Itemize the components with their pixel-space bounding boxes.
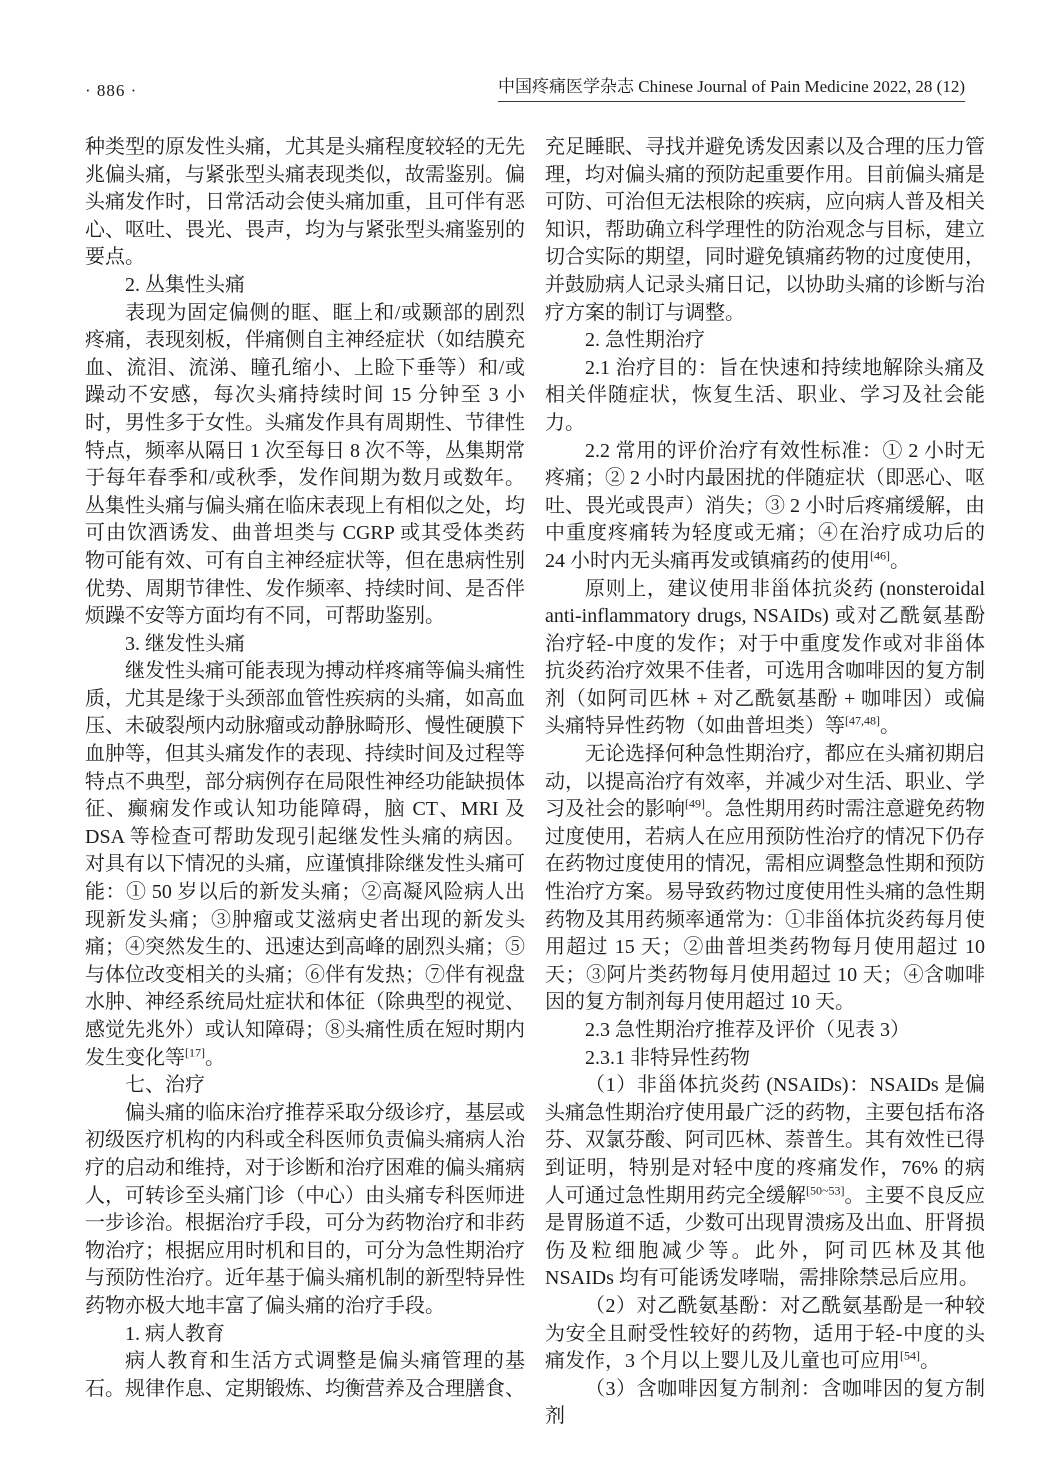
citation-reference: [54] — [900, 1348, 920, 1363]
paragraph: 种类型的原发性头痛，尤其是头痛程度较轻的无先兆偏头痛，与紧张型头痛表现类似，故需鉴别。偏头痛发作时，日常活动会使头痛加重，且可伴有恶心、呕吐、畏光、畏声，均为与紧张型头痛鉴别的要点。 — [85, 136, 525, 269]
paragraph: 2.2 常用的评价治疗有效性标准：① 2 小时无疼痛；② 2 小时内最困扰的伴随症状（即恶心、呕吐、畏光或畏声）消失；③ 2 小时后疼痛缓解，由中重度疼痛转为轻度或无痛；④在治疗成功后的 24 小时内无头痛再发或镇痛药的使用[46]。 — [545, 439, 985, 572]
section-heading: 2. 丛集性头痛 — [125, 273, 245, 296]
article-columns — [85, 134, 986, 1431]
section-heading: 2. 急性期治疗 — [585, 329, 705, 352]
page-header — [85, 76, 965, 102]
page-number: · 886 · — [85, 81, 138, 100]
paragraph: 2.1 治疗目的：旨在快速和持续地解除头痛及相关伴随症状，恢复生活、职业、学习及社会能力。 — [545, 356, 985, 434]
paragraph: （2）对乙酰氨基酚：对乙酰氨基酚是一种较为安全且耐受性较好的药物，适用于轻-中度的头痛发作，3 个月以上婴儿及儿童也可应用[54]。 — [545, 1294, 985, 1373]
citation-reference: [47,48] — [845, 713, 880, 728]
citation-reference: [17] — [185, 1044, 205, 1059]
paragraph: 充足睡眠、寻找并避免诱发因素以及合理的压力管理，均对偏头痛的预防起重要作用。目前偏头痛是可防、可治但无法根除的疾病，应向病人普及相关知识，帮助确立科学理性的防治观念与目标，建立切合实际的期望，同时避免镇痛药物的过度使用，并鼓励病人记录头痛日记，以协助头痛的诊断与治疗方案的制订与调整。 — [545, 136, 985, 324]
paragraph: （3）含咖啡因复方制剂：含咖啡因的复方制剂 — [545, 1377, 985, 1428]
citation-reference: [46] — [870, 548, 890, 563]
journal-title: 中国疼痛医学杂志 Chinese Journal of Pain Medicine 2022, 28 (12) — [498, 76, 965, 102]
paragraph: 表现为固定偏侧的眶、眶上和/或颞部的剧烈疼痛，表现刻板，伴痛侧自主神经症状（如结膜充血、流泪、流涕、瞳孔缩小、上睑下垂等）和/或躁动不安感，每次头痛持续时间 15 分钟至 3 小时，男性多于女性。头痛发作具有周期性、节律性特点，频率从隔日 1 次至每日 8 次不等，丛集期常于每年春季和/或秋季，发作间期为数月或数年。丛集性头痛与偏头痛在临床表现上有相似之处，均可由饮酒诱发、曲普坦类与 CGRP 或其受体类药物可能有效、可有自主神经症状等，但在患病性别优势、周期节律性、发作频率、持续时间、是否伴烦躁不安等方面均有不同，可帮助鉴别。 — [85, 301, 525, 628]
left-column — [85, 134, 525, 1431]
section-heading: 2.3.1 非特异性药物 — [585, 1046, 750, 1069]
paragraph: 继发性头痛可能表现为搏动样疼痛等偏头痛性质，尤其是缘于头颈部血管性疾病的头痛，如高血压、未破裂颅内动脉瘤或动静脉畸形、慢性硬膜下血肿等，但其头痛发作的表现、持续时间及过程等特点不典型，部分病例存在局限性神经功能缺损体征、癫痫发作或认知功能障碍，脑 CT、MRI 及 DSA 等检查可帮助发现引起继发性头痛的病因。对具有以下情况的头痛，应谨慎排除继发性头痛可能：① 50 岁以后的新发头痛；②高凝风险病人出现新发头痛；③肿瘤或艾滋病史者出现的新发头痛；④突然发生的、迅速达到高峰的剧烈头痛；⑤与体位改变相关的头痛；⑥伴有发热；⑦伴有视盘水肿、神经系统局灶症状和体征（除典型的视觉、感觉先兆外）或认知障碍；⑧头痛性质在短时期内发生变化等[17]。 — [85, 660, 525, 1069]
section-heading: 七、治疗 — [125, 1074, 205, 1097]
right-column — [545, 134, 985, 1431]
paragraph: 偏头痛的临床治疗推荐采取分级诊疗，基层或初级医疗机构的内科或全科医师负责偏头痛病人治疗的启动和维持，对于诊断和治疗困难的偏头痛病人，可转诊至头痛门诊（中心）由头痛专科医师进一步诊治。根据治疗手段，可分为药物治疗和非药物治疗；根据应用时机和目的，可分为急性期治疗与预防性治疗。近年基于偏头痛机制的新型特异性药物亦极大地丰富了偏头痛的治疗手段。 — [85, 1101, 525, 1317]
section-heading: 1. 病人教育 — [125, 1322, 225, 1345]
citation-reference: [50~53] — [806, 1182, 845, 1197]
paragraph: 无论选择何种急性期治疗，都应在头痛初期启动，以提高治疗有效率，并减少对生活、职业、学习及社会的影响[49]。急性期用药时需注意避免药物过度使用，若病人在应用预防性治疗的情况下仍存在药物过度使用的情况，需相应调整急性期和预防性治疗方案。易导致药物过度使用性头痛的急性期药物及其用药频率通常为：①非甾体抗炎药每月使用超过 15 天；②曲普坦类药物每月使用超过 10 天；③阿片类药物每月使用超过 10 天；④含咖啡因的复方制剂每月使用超过 10 天。 — [545, 743, 985, 1014]
section-heading: 3. 继发性头痛 — [125, 632, 245, 655]
paragraph: （1）非甾体抗炎药 (NSAIDs)：NSAIDs 是偏头痛急性期治疗使用最广泛的药物，主要包括布洛芬、双氯芬酸、阿司匹林、萘普生。其有效性已得到证明，特别是对轻中度的疼痛发作，76% 的病人可通过急性期用药完全缓解[50~53]。主要不良反应是胃肠道不适，少数可出现胃溃疡及出血、肝肾损伤及粒细胞减少等。此外，阿司匹林及其他 NSAIDs 均有可能诱发哮喘，需排除禁忌后应用。 — [545, 1074, 986, 1290]
paragraph: 原则上，建议使用非甾体抗炎药 (nonsteroidal anti-inflammatory drugs, NSAIDs) 或对乙酰氨基酚治疗轻-中度的发作；对于中重度发作或对非甾体抗炎药治疗效果不佳者，可选用含咖啡因的复方制剂（如阿司匹林 + 对乙酰氨基酚 + 咖啡因）或偏头痛特异性药物（如曲普坦类）等[47,48]。 — [545, 577, 985, 738]
citation-reference: [49] — [685, 796, 705, 811]
paragraph: 病人教育和生活方式调整是偏头痛管理的基石。规律作息、定期锻炼、均衡营养及合理膳食、 — [85, 1350, 525, 1400]
section-heading: 2.3 急性期治疗推荐及评价（见表 3） — [585, 1019, 910, 1041]
